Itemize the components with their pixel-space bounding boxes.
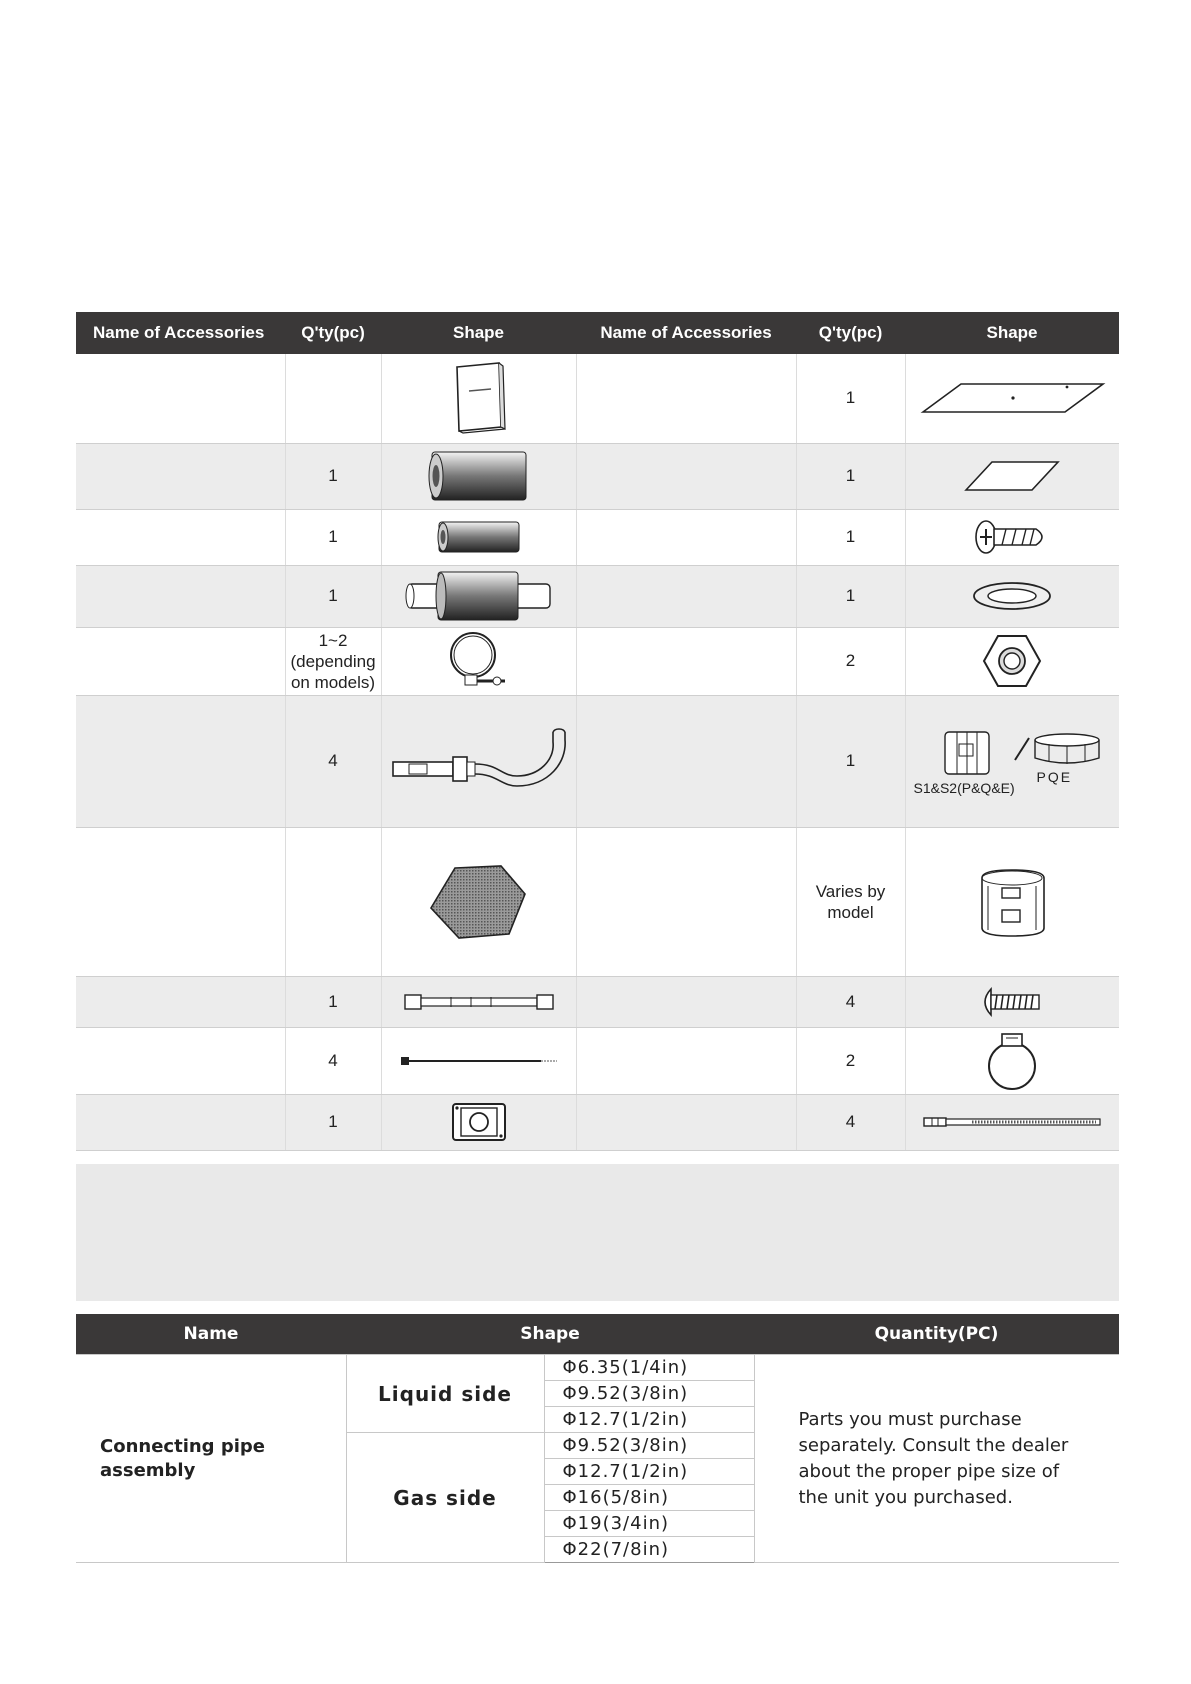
- wall-bracket-icon: [449, 1100, 509, 1144]
- accessory-qty: 1: [796, 509, 905, 565]
- qty-text: Varies by model: [815, 881, 886, 922]
- accessory-shape: [381, 976, 576, 1027]
- header-quantity: Q'ty(pc): [285, 312, 381, 354]
- accessory-qty: 2: [796, 1027, 905, 1094]
- header-quantity-2: Q'ty(pc): [796, 312, 905, 354]
- header-quantity: Quantity(PC): [754, 1314, 1119, 1355]
- header-shape-2: Shape: [905, 312, 1119, 354]
- accessory-name: [76, 509, 285, 565]
- accessory-shape: [381, 509, 576, 565]
- table-row: [76, 827, 1119, 976]
- accessory-shape: [381, 827, 576, 976]
- accessory-qty: 1: [796, 354, 905, 443]
- gas-size: Φ16(5/8in): [544, 1485, 754, 1511]
- accessory-qty: [796, 827, 905, 976]
- accessory-shape: [905, 976, 1119, 1027]
- accessory-qty: [285, 627, 381, 695]
- table-row: [76, 565, 1119, 627]
- accessory-qty: 4: [285, 695, 381, 827]
- pipe-sleeve-icon: [404, 570, 554, 622]
- seal-ring-icon: [970, 579, 1054, 613]
- accessory-shape: [905, 695, 1119, 827]
- accessory-qty: 1: [796, 443, 905, 509]
- magnetic-ring-icon: [917, 724, 1107, 780]
- pipe-name-text: Connecting pipe assembly: [100, 1435, 265, 1481]
- accessory-name: [76, 1027, 285, 1094]
- accessories-header-row: [76, 312, 1119, 354]
- anchor-screw-icon: [972, 517, 1052, 557]
- liquid-side-label: Liquid side: [346, 1355, 544, 1433]
- accessory-name: [576, 827, 796, 976]
- header-name: Name: [76, 1314, 346, 1355]
- quantity-note: [754, 1355, 1119, 1563]
- drain-elbow-icon: [389, 726, 569, 796]
- magnetic-ring-label-a: S1&S2(P&Q&E): [913, 779, 1015, 796]
- short-sleeve-icon: [433, 519, 525, 555]
- accessory-name: [76, 827, 285, 976]
- accessory-qty: 1: [796, 695, 905, 827]
- long-tie-icon: [922, 1115, 1102, 1129]
- accessory-name: [76, 354, 285, 443]
- accessory-name: [576, 565, 796, 627]
- accessory-qty: [285, 354, 381, 443]
- table-row: [76, 695, 1119, 827]
- accessory-shape: [905, 1027, 1119, 1094]
- accessory-qty: 1: [285, 1094, 381, 1150]
- qty-text: 1~2 (depending on models): [290, 630, 376, 692]
- accessory-shape: [905, 565, 1119, 627]
- accessory-name: [76, 695, 285, 827]
- accessory-name: [576, 1094, 796, 1150]
- hose-clamp-icon: [447, 629, 511, 693]
- accessory-qty: 4: [796, 976, 905, 1027]
- gas-size: Φ19(3/4in): [544, 1511, 754, 1537]
- table-row: [76, 443, 1119, 509]
- connecting-pipe-table: [76, 1314, 1119, 1563]
- header-name-of-accessories-2: Name of Accessories: [576, 312, 796, 354]
- tapping-screw-icon: [977, 985, 1047, 1019]
- table-row: [76, 976, 1119, 1027]
- table-row: [76, 1027, 1119, 1094]
- accessory-name: [576, 976, 796, 1027]
- accessory-qty: 1: [285, 976, 381, 1027]
- accessory-shape: [905, 443, 1119, 509]
- magnetic-ring-label-b: PQE: [1036, 768, 1073, 785]
- hex-nut-icon: [980, 632, 1044, 690]
- gas-size: Φ9.52(3/8in): [544, 1433, 754, 1459]
- accessory-name: [76, 627, 285, 695]
- accessory-qty: 4: [796, 1094, 905, 1150]
- accessories-table: [76, 312, 1119, 1151]
- table-row: [76, 1355, 1119, 1381]
- accessory-name: [576, 354, 796, 443]
- accessory-name: [76, 565, 285, 627]
- gas-size: Φ22(7/8in): [544, 1537, 754, 1563]
- accessory-shape: [381, 443, 576, 509]
- accessory-shape: [905, 627, 1119, 695]
- accessory-shape: [381, 695, 576, 827]
- accessory-qty: 2: [796, 627, 905, 695]
- table-row: [76, 1094, 1119, 1150]
- note-panel: [76, 1164, 1119, 1301]
- accessory-shape: [381, 1027, 576, 1094]
- accessory-shape: [381, 1094, 576, 1150]
- accessory-qty: 1: [796, 565, 905, 627]
- accessory-qty: 4: [285, 1027, 381, 1094]
- accessory-shape: [905, 509, 1119, 565]
- ferrite-core-icon: [972, 866, 1052, 938]
- accessory-qty: [285, 827, 381, 976]
- table-row: [76, 509, 1119, 565]
- accessory-name: [576, 1027, 796, 1094]
- accessory-name: [76, 976, 285, 1027]
- accessory-name: [576, 509, 796, 565]
- liquid-size: Φ12.7(1/2in): [544, 1407, 754, 1433]
- quantity-note-text: Parts you must purchase separately. Consult the dealer about the proper pipe size of the unit you purchased.: [798, 1408, 1069, 1508]
- square-pad-icon: [962, 458, 1062, 494]
- manual-booklet-icon: [449, 361, 509, 435]
- header-name-of-accessories: Name of Accessories: [76, 312, 285, 354]
- cable-tie-icon: [399, 1054, 559, 1068]
- accessory-shape: [905, 827, 1119, 976]
- table-row: [76, 627, 1119, 695]
- gas-side-label: Gas side: [346, 1433, 544, 1563]
- accessory-name: [576, 695, 796, 827]
- liquid-size: Φ6.35(1/4in): [544, 1355, 754, 1381]
- accessory-name: [76, 443, 285, 509]
- accessory-shape: [905, 1094, 1119, 1150]
- hexagon-filter-icon: [427, 864, 531, 940]
- accessory-qty: 1: [285, 509, 381, 565]
- accessory-qty: 1: [285, 565, 381, 627]
- accessory-qty: 1: [285, 443, 381, 509]
- accessory-shape: [381, 354, 576, 443]
- gas-size: Φ12.7(1/2in): [544, 1459, 754, 1485]
- header-shape: Shape: [346, 1314, 754, 1355]
- accessory-name: [76, 1094, 285, 1150]
- accessory-shape: [381, 627, 576, 695]
- table-row: [76, 354, 1119, 443]
- mounting-plate-icon: [917, 378, 1107, 418]
- accessory-name: [576, 627, 796, 695]
- insulation-tube-icon: [424, 450, 534, 502]
- accessory-name: [576, 443, 796, 509]
- accessory-shape: [905, 354, 1119, 443]
- pipe-name: [76, 1355, 346, 1563]
- ring-clamp-icon: [982, 1030, 1042, 1092]
- accessory-shape: [381, 565, 576, 627]
- pipe-header-row: [76, 1314, 1119, 1355]
- flare-connector-icon: [401, 989, 557, 1015]
- liquid-size: Φ9.52(3/8in): [544, 1381, 754, 1407]
- header-shape: Shape: [381, 312, 576, 354]
